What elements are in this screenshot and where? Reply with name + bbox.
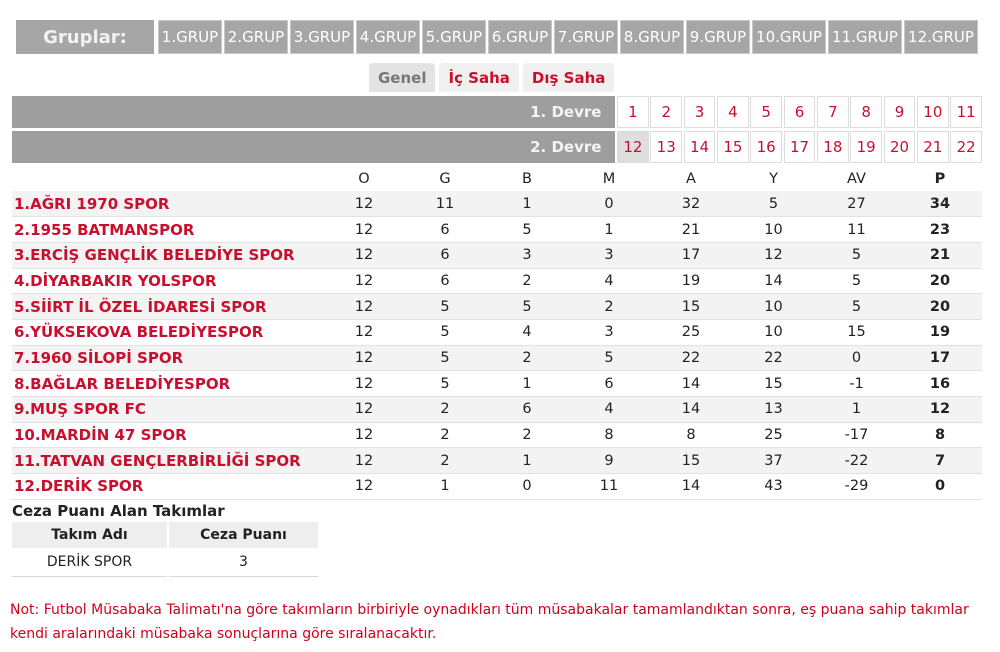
group-tab-7[interactable]: 7.GRUP: [554, 20, 618, 54]
cell-played: 12: [324, 371, 404, 397]
cell-played: 12: [324, 242, 404, 268]
cell-drawn: 1: [486, 371, 568, 397]
cell-goal-diff: 11: [815, 217, 898, 243]
standings-table: [12, 167, 982, 500]
week-link-selected[interactable]: 12: [617, 131, 649, 163]
cell-drawn: 2: [486, 422, 568, 448]
cell-points: 20: [898, 268, 982, 294]
cell-lost: 6: [568, 371, 650, 397]
cell-goals-against: 22: [732, 345, 815, 371]
cell-goals-against: 14: [732, 268, 815, 294]
cell-goals-for: 25: [650, 319, 732, 345]
cell-goals-for: 17: [650, 242, 732, 268]
week-link[interactable]: 18: [817, 131, 849, 163]
cell-played: 12: [324, 217, 404, 243]
footnote: Not: Futbol Müsabaka Talimatı'na göre takımların birbiriyle oynadıkları tüm müsabakalar tamamlandıktan sonra, eş puana sahip takımlar kendi aralarındaki müsabaka sonuçlarına göre sıralanacaktır.: [10, 602, 969, 642]
cell-points: 12: [898, 397, 982, 423]
cell-won: 6: [404, 242, 486, 268]
cell-goals-against: 10: [732, 319, 815, 345]
cell-played: 12: [324, 397, 404, 423]
cell-points: 16: [898, 371, 982, 397]
cell-goals-against: 10: [732, 294, 815, 320]
tab-home[interactable]: İç Saha: [439, 63, 518, 92]
cell-goals-against: 13: [732, 397, 815, 423]
team-name-link[interactable]: 4.DİYARBAKIR YOLSPOR: [12, 268, 324, 294]
cell-goal-diff: 1: [815, 397, 898, 423]
groups-bar: [16, 20, 980, 54]
cell-goals-for: 14: [650, 371, 732, 397]
week-link[interactable]: 1: [617, 96, 649, 128]
team-name-link[interactable]: 9.MUŞ SPOR FC: [12, 397, 324, 423]
cell-goal-diff: 5: [815, 268, 898, 294]
cell-played: 12: [324, 191, 404, 217]
table-row: [12, 268, 982, 294]
group-tab-4[interactable]: 4.GRUP: [356, 20, 420, 54]
cell-won: 2: [404, 422, 486, 448]
cell-goals-for: 14: [650, 397, 732, 423]
team-name-link[interactable]: 10.MARDİN 47 SPOR: [12, 422, 324, 448]
cell-drawn: 0: [486, 474, 568, 500]
penalty-header-row: [12, 522, 319, 548]
cell-goals-for: 14: [650, 474, 732, 500]
cell-goal-diff: 27: [815, 191, 898, 217]
cell-goals-for: 8: [650, 422, 732, 448]
week-link[interactable]: 14: [684, 131, 716, 163]
cell-played: 12: [324, 474, 404, 500]
header-won: G: [404, 167, 486, 191]
cell-drawn: 2: [486, 268, 568, 294]
cell-lost: 5: [568, 345, 650, 371]
cell-drawn: 2: [486, 345, 568, 371]
week-link[interactable]: 19: [850, 131, 882, 163]
week-link[interactable]: 2: [650, 96, 682, 128]
cell-lost: 0: [568, 191, 650, 217]
cell-lost: 4: [568, 268, 650, 294]
cell-points: 21: [898, 242, 982, 268]
group-tab-3[interactable]: 3.GRUP: [290, 20, 354, 54]
group-tab-2[interactable]: 2.GRUP: [224, 20, 288, 54]
cell-goal-diff: 0: [815, 345, 898, 371]
table-row: [12, 294, 982, 320]
table-row: [12, 217, 982, 243]
cell-drawn: 4: [486, 319, 568, 345]
group-tab-10[interactable]: 10.GRUP: [752, 20, 826, 54]
cell-lost: 4: [568, 397, 650, 423]
cell-lost: 2: [568, 294, 650, 320]
penalty-table: [12, 522, 320, 577]
cell-goals-against: 15: [732, 371, 815, 397]
cell-points: 7: [898, 448, 982, 474]
week-link[interactable]: 7: [817, 96, 849, 128]
cell-played: 12: [324, 268, 404, 294]
week-link[interactable]: 22: [950, 131, 982, 163]
cell-won: 2: [404, 397, 486, 423]
devre-1-label: 1. Devre: [12, 96, 615, 128]
table-row: [12, 397, 982, 423]
team-name-link[interactable]: 12.DERİK SPOR: [12, 474, 324, 500]
group-tab-5[interactable]: 5.GRUP: [422, 20, 486, 54]
cell-points: 0: [898, 474, 982, 500]
week-link[interactable]: 6: [784, 96, 816, 128]
cell-played: 12: [324, 294, 404, 320]
cell-goal-diff: 5: [815, 294, 898, 320]
tab-away[interactable]: Dış Saha: [523, 63, 614, 92]
cell-drawn: 5: [486, 294, 568, 320]
penalty-points: 3: [168, 548, 319, 576]
cell-played: 12: [324, 448, 404, 474]
cell-goal-diff: -17: [815, 422, 898, 448]
cell-lost: 3: [568, 319, 650, 345]
cell-points: 20: [898, 294, 982, 320]
devre-1-row: [12, 96, 982, 128]
group-tab-1[interactable]: 1.GRUP: [158, 20, 222, 54]
team-name-link[interactable]: 6.YÜKSEKOVA BELEDİYESPOR: [12, 319, 324, 345]
table-row: [12, 448, 982, 474]
table-row: [12, 345, 982, 371]
cell-goals-against: 43: [732, 474, 815, 500]
cell-played: 12: [324, 319, 404, 345]
cell-points: 23: [898, 217, 982, 243]
header-drawn: B: [486, 167, 568, 191]
cell-lost: 3: [568, 242, 650, 268]
week-link[interactable]: 8: [850, 96, 882, 128]
group-tab-9[interactable]: 9.GRUP: [686, 20, 750, 54]
table-row: [12, 474, 982, 500]
penalty-header-points: Ceza Puanı: [168, 522, 319, 548]
header-played: O: [324, 167, 404, 191]
table-row: [12, 422, 982, 448]
penalty-title: Ceza Puanı Alan Takımlar: [12, 502, 225, 520]
cell-goal-diff: 5: [815, 242, 898, 268]
team-name-link[interactable]: 11.TATVAN GENÇLERBİRLİĞİ SPOR: [12, 448, 324, 474]
cell-won: 11: [404, 191, 486, 217]
week-link[interactable]: 13: [650, 131, 682, 163]
cell-drawn: 1: [486, 191, 568, 217]
cell-lost: 11: [568, 474, 650, 500]
week-link[interactable]: 20: [884, 131, 916, 163]
cell-points: 19: [898, 319, 982, 345]
cell-goals-against: 25: [732, 422, 815, 448]
team-name-link[interactable]: 7.1960 SİLOPİ SPOR: [12, 345, 324, 371]
cell-goal-diff: 15: [815, 319, 898, 345]
table-row: [12, 371, 982, 397]
cell-goals-against: 10: [732, 217, 815, 243]
cell-drawn: 5: [486, 217, 568, 243]
cell-goals-for: 22: [650, 345, 732, 371]
cell-goals-for: 15: [650, 448, 732, 474]
week-link[interactable]: 3: [684, 96, 716, 128]
week-link[interactable]: 11: [950, 96, 982, 128]
team-name-link[interactable]: 1.AĞRI 1970 SPOR: [12, 191, 324, 217]
header-goals-for: A: [650, 167, 732, 191]
cell-drawn: 3: [486, 242, 568, 268]
cell-goals-against: 37: [732, 448, 815, 474]
week-link[interactable]: 16: [750, 131, 782, 163]
cell-won: 5: [404, 319, 486, 345]
header-points: P: [898, 167, 982, 191]
cell-goals-against: 5: [732, 191, 815, 217]
cell-goals-for: 32: [650, 191, 732, 217]
table-row: [12, 191, 982, 217]
table-row: [12, 319, 982, 345]
cell-goals-for: 19: [650, 268, 732, 294]
cell-goals-for: 21: [650, 217, 732, 243]
cell-won: 2: [404, 448, 486, 474]
cell-goal-diff: -1: [815, 371, 898, 397]
header-lost: M: [568, 167, 650, 191]
cell-goal-diff: -22: [815, 448, 898, 474]
week-link[interactable]: 21: [917, 131, 949, 163]
cell-won: 6: [404, 268, 486, 294]
week-link[interactable]: 9: [884, 96, 916, 128]
tab-general[interactable]: Genel: [369, 63, 435, 92]
groups-label: Gruplar:: [16, 20, 154, 54]
cell-won: 1: [404, 474, 486, 500]
group-tab-8[interactable]: 8.GRUP: [620, 20, 684, 54]
cell-drawn: 1: [486, 448, 568, 474]
team-name-link[interactable]: 3.ERCİŞ GENÇLİK BELEDİYE SPOR: [12, 242, 324, 268]
penalty-header-team: Takım Adı: [12, 522, 168, 548]
group-tab-6[interactable]: 6.GRUP: [488, 20, 552, 54]
cell-won: 5: [404, 294, 486, 320]
cell-drawn: 6: [486, 397, 568, 423]
week-link[interactable]: 15: [717, 131, 749, 163]
cell-lost: 1: [568, 217, 650, 243]
header-team: [12, 167, 324, 191]
devre-2-label: 2. Devre: [12, 131, 615, 163]
cell-played: 12: [324, 422, 404, 448]
cell-played: 12: [324, 345, 404, 371]
group-tab-11[interactable]: 11.GRUP: [828, 20, 902, 54]
cell-lost: 9: [568, 448, 650, 474]
cell-lost: 8: [568, 422, 650, 448]
week-link[interactable]: 17: [784, 131, 816, 163]
cell-goals-for: 15: [650, 294, 732, 320]
team-name-link[interactable]: 2.1955 BATMANSPOR: [12, 217, 324, 243]
week-link[interactable]: 5: [750, 96, 782, 128]
cell-points: 8: [898, 422, 982, 448]
cell-points: 17: [898, 345, 982, 371]
table-row: [12, 242, 982, 268]
header-goal-diff: AV: [815, 167, 898, 191]
penalty-team: DERİK SPOR: [12, 548, 168, 576]
header-goals-against: Y: [732, 167, 815, 191]
cell-goal-diff: -29: [815, 474, 898, 500]
cell-won: 6: [404, 217, 486, 243]
devre-2-row: [12, 131, 982, 163]
week-link[interactable]: 4: [717, 96, 749, 128]
penalty-row: [12, 548, 319, 576]
team-name-link[interactable]: 8.BAĞLAR BELEDİYESPOR: [12, 371, 324, 397]
cell-points: 34: [898, 191, 982, 217]
cell-won: 5: [404, 371, 486, 397]
cell-won: 5: [404, 345, 486, 371]
week-link[interactable]: 10: [917, 96, 949, 128]
standings-header-row: [12, 167, 982, 191]
team-name-link[interactable]: 5.SİİRT İL ÖZEL İDARESİ SPOR: [12, 294, 324, 320]
group-tab-12[interactable]: 12.GRUP: [904, 20, 978, 54]
view-tabs: [369, 63, 618, 92]
cell-goals-against: 12: [732, 242, 815, 268]
